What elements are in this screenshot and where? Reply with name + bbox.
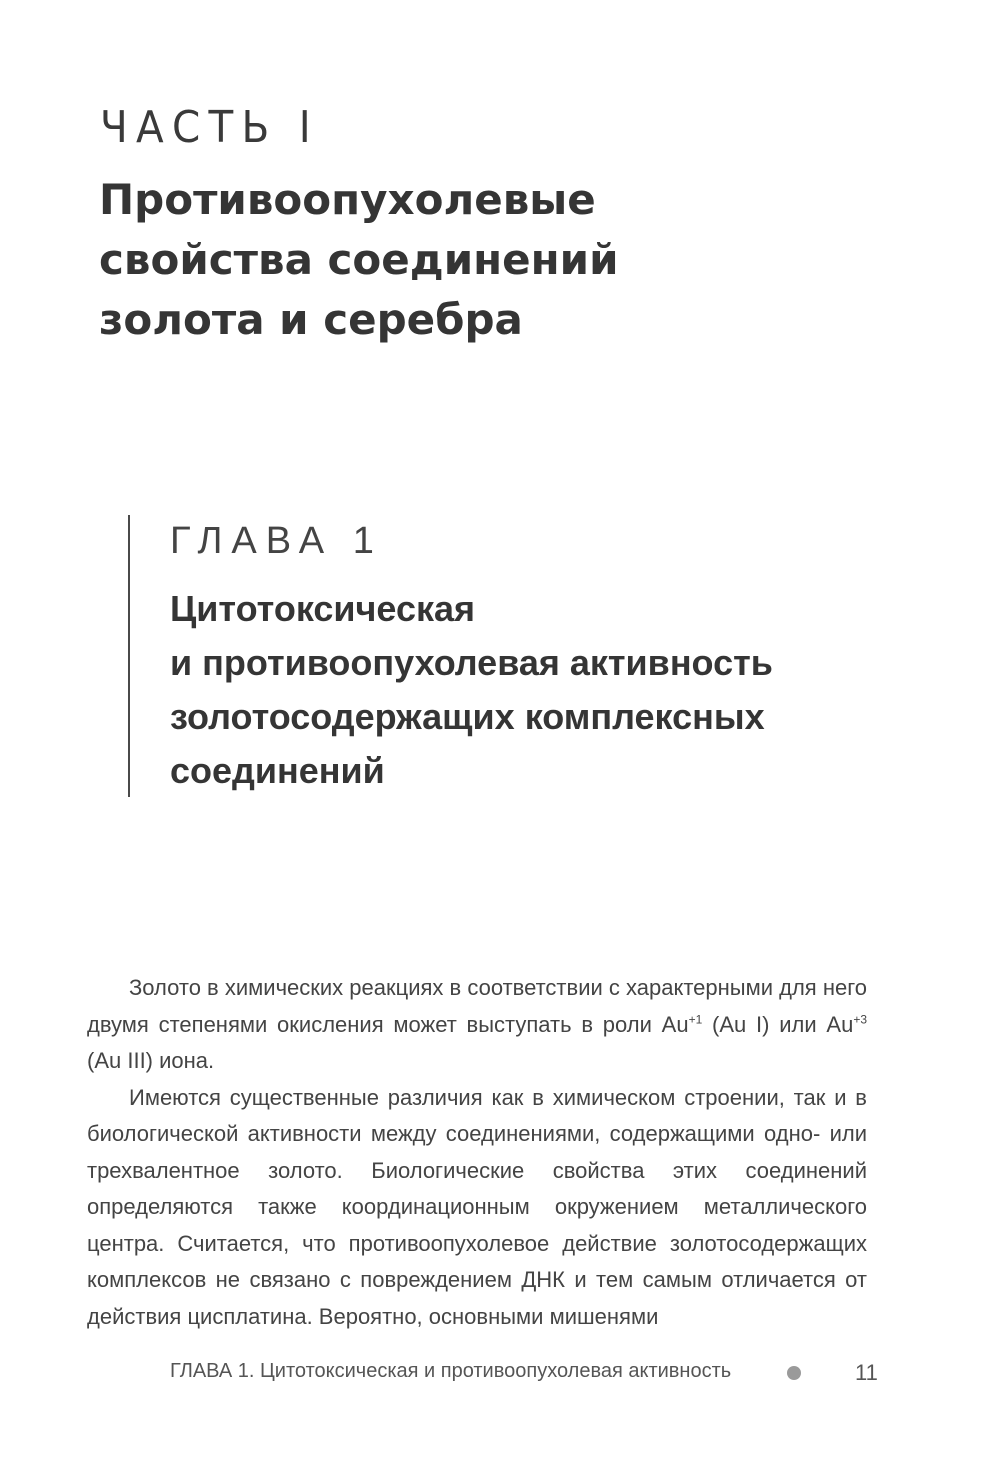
chapter-title-line: и противоопухолевая активность <box>170 642 773 683</box>
paragraph-1-text: (Au I) или Au <box>702 1011 854 1037</box>
paragraph-1 <box>87 970 867 1080</box>
chapter-vertical-rule <box>128 515 130 797</box>
page-number: 11 <box>855 1360 878 1385</box>
superscript-oxidation-state: +3 <box>853 1012 867 1027</box>
part-title <box>99 170 699 350</box>
part-title-line: золота и серебра <box>99 295 523 344</box>
chapter-title-line: соединений <box>170 750 385 791</box>
chapter-label: ГЛАВА 1 <box>170 520 383 562</box>
running-head: ГЛАВА 1. Цитотоксическая и противоопухолевая активность <box>170 1360 732 1382</box>
page-footer <box>170 1360 880 1390</box>
part-title-line: свойства соединений <box>99 235 619 284</box>
superscript-oxidation-state: +1 <box>688 1012 703 1027</box>
chapter-title <box>170 582 930 798</box>
chapter-title-line: Цитотоксическая <box>170 588 476 629</box>
body-text <box>87 970 867 1335</box>
chapter-title-line: золотосодержащих комплексных <box>170 696 765 737</box>
paragraph-1-text: Золото в химических реакциях в соответствии с характерными для него двумя степенями окисления может выступать в роли Au <box>87 975 867 1037</box>
paragraph-2: Имеются существенные различия как в химическом строении, так и в биологической активности между соединениями, содержащими одно- или трехвалентное золото. Биологические свойства этих соединений определяются также координационным окружением металлического центра. Считается, что противоопухолевое действие золотосодержащих комплексов не связано с повреждением ДНК и тем самым отличается от действия цисплатина. Вероятно, основными мишенями <box>87 1084 867 1329</box>
part-label: ЧАСТЬ I <box>100 102 319 153</box>
bullet-dot-icon <box>787 1366 801 1380</box>
part-title-line: Противоопухолевые <box>99 175 596 224</box>
paragraph-1-text: (Au III) иона. <box>87 1048 215 1073</box>
